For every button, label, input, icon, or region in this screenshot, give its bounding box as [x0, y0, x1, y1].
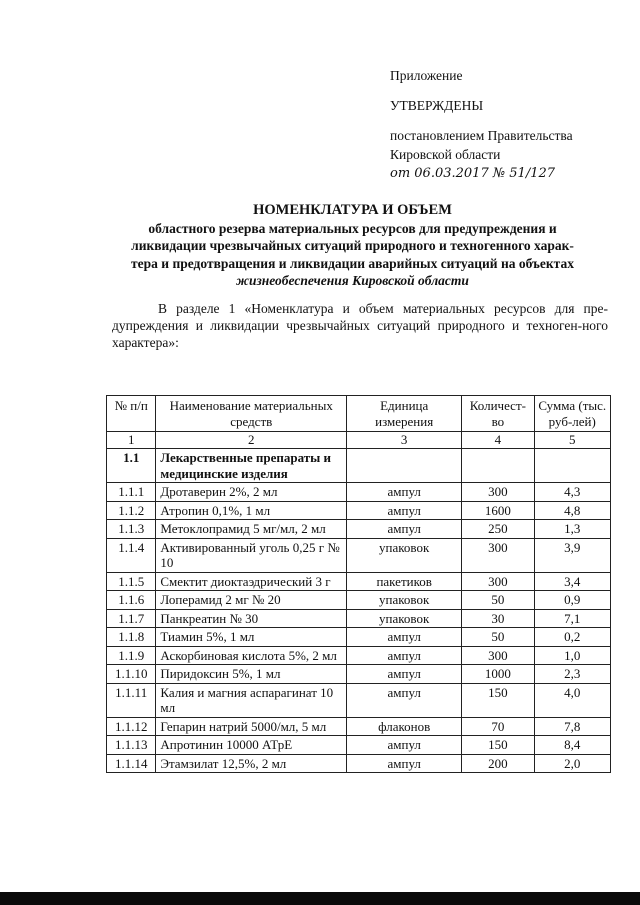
- row-qty: 50: [462, 628, 534, 647]
- column-index: 5: [534, 432, 611, 449]
- table-row: [107, 754, 611, 773]
- row-name: Метоклопрамид 5 мг/мл, 2 мл: [156, 520, 347, 539]
- row-num: 1.1.4: [107, 538, 156, 572]
- column-index: 4: [462, 432, 534, 449]
- row-num: 1.1.11: [107, 683, 156, 717]
- row-num: 1.1.7: [107, 609, 156, 628]
- row-num: 1.1.5: [107, 572, 156, 591]
- row-unit: ампул: [347, 665, 462, 684]
- row-sum: 4,0: [534, 683, 611, 717]
- row-qty: 300: [462, 483, 534, 502]
- title-line: жизнеобеспечения Кировской области: [236, 273, 469, 288]
- nomenclature-table: [106, 395, 611, 773]
- row-num: 1.1.8: [107, 628, 156, 647]
- table-row: [107, 646, 611, 665]
- row-name: Тиамин 5%, 1 мл: [156, 628, 347, 647]
- section-num: 1.1: [107, 449, 156, 483]
- row-sum: 0,2: [534, 628, 611, 647]
- row-sum: 3,9: [534, 538, 611, 572]
- title-line: ликвидации чрезвычайных ситуаций природного и техногенного харак-: [131, 238, 574, 253]
- row-num: 1.1.12: [107, 717, 156, 736]
- row-name: Смектит диоктаэдрический 3 г: [156, 572, 347, 591]
- row-qty: 1600: [462, 501, 534, 520]
- section-row: [107, 449, 611, 483]
- table-row: [107, 591, 611, 610]
- row-unit: ампул: [347, 628, 462, 647]
- row-qty: 50: [462, 591, 534, 610]
- row-num: 1.1.1: [107, 483, 156, 502]
- title-main: НОМЕНКЛАТУРА И ОБЪЕМ: [253, 202, 452, 218]
- column-index: 2: [156, 432, 347, 449]
- title-line: тера и предотвращения и ликвидации аварийных ситуаций на объектах: [131, 255, 574, 271]
- row-num: 1.1.9: [107, 646, 156, 665]
- row-name: Этамзилат 12,5%, 2 мл: [156, 754, 347, 773]
- row-sum: 7,8: [534, 717, 611, 736]
- row-sum: 3,4: [534, 572, 611, 591]
- row-unit: ампул: [347, 736, 462, 755]
- approval-block: [390, 66, 573, 183]
- row-sum: 2,3: [534, 665, 611, 684]
- row-sum: 1,0: [534, 646, 611, 665]
- row-qty: 300: [462, 572, 534, 591]
- row-num: 1.1.10: [107, 665, 156, 684]
- header-sum: Сумма (тыс. руб-лей): [534, 396, 611, 432]
- row-sum: 4,8: [534, 501, 611, 520]
- row-unit: упаковок: [347, 591, 462, 610]
- intro-paragraph: В разделе 1 «Номенклатура и объем материальных ресурсов для пре-дупреждения и ликвидации чрезвычайных ситуаций природного и техноген-ного характера»:: [112, 301, 608, 350]
- row-name: Активированный уголь 0,25 г № 10: [156, 538, 347, 572]
- row-unit: ампул: [347, 646, 462, 665]
- decree-date-number: от 06.03.2017 № 51/127: [390, 166, 556, 181]
- row-unit: пакетиков: [347, 572, 462, 591]
- row-sum: 8,4: [534, 736, 611, 755]
- header-name: Наименование материальных средств: [156, 396, 347, 432]
- table-row: [107, 609, 611, 628]
- row-name: Аскорбиновая кислота 5%, 2 мл: [156, 646, 347, 665]
- row-name: Лоперамид 2 мг № 20: [156, 591, 347, 610]
- column-index-row: [107, 432, 611, 449]
- row-name: Гепарин натрий 5000/мл, 5 мл: [156, 717, 347, 736]
- row-unit: ампул: [347, 501, 462, 520]
- header-qty: Количест-во: [462, 396, 534, 432]
- table-row: [107, 538, 611, 572]
- row-name: Дротаверин 2%, 2 мл: [156, 483, 347, 502]
- row-sum: 2,0: [534, 754, 611, 773]
- row-qty: 70: [462, 717, 534, 736]
- row-qty: 200: [462, 754, 534, 773]
- row-num: 1.1.13: [107, 736, 156, 755]
- row-unit: ампул: [347, 754, 462, 773]
- row-num: 1.1.2: [107, 501, 156, 520]
- row-num: 1.1.14: [107, 754, 156, 773]
- table-row: [107, 736, 611, 755]
- table-row: [107, 520, 611, 539]
- row-sum: 4,3: [534, 483, 611, 502]
- row-qty: 150: [462, 736, 534, 755]
- table-header-row: [107, 396, 611, 432]
- section-name: Лекарственные препараты и медицинские изделия: [156, 449, 347, 483]
- row-qty: 150: [462, 683, 534, 717]
- row-num: 1.1.6: [107, 591, 156, 610]
- header-num: № п/п: [107, 396, 156, 432]
- row-unit: ампул: [347, 683, 462, 717]
- row-name: Калия и магния аспарагинат 10 мл: [156, 683, 347, 717]
- document-title: [95, 202, 610, 290]
- row-name: Атропин 0,1%, 1 мл: [156, 501, 347, 520]
- row-qty: 30: [462, 609, 534, 628]
- row-unit: упаковок: [347, 609, 462, 628]
- row-qty: 250: [462, 520, 534, 539]
- table-row: [107, 628, 611, 647]
- approved-by-line2: Кировской области: [390, 147, 501, 162]
- row-name: Панкреатин № 30: [156, 609, 347, 628]
- header-unit: Единица измерения: [347, 396, 462, 432]
- appendix-label: Приложение: [390, 68, 463, 83]
- row-unit: флаконов: [347, 717, 462, 736]
- table-row: [107, 717, 611, 736]
- row-sum: 7,1: [534, 609, 611, 628]
- row-unit: ампул: [347, 520, 462, 539]
- table-row: [107, 483, 611, 502]
- scan-edge-bar: [0, 892, 640, 905]
- table-row: [107, 501, 611, 520]
- approved-label: УТВЕРЖДЕНЫ: [390, 98, 484, 113]
- row-qty: 300: [462, 646, 534, 665]
- title-line: областного резерва материальных ресурсов для предупреждения и: [148, 220, 557, 236]
- row-qty: 1000: [462, 665, 534, 684]
- row-sum: 1,3: [534, 520, 611, 539]
- table-row: [107, 572, 611, 591]
- row-sum: 0,9: [534, 591, 611, 610]
- row-unit: упаковок: [347, 538, 462, 572]
- row-name: Пиридоксин 5%, 1 мл: [156, 665, 347, 684]
- row-name: Апротинин 10000 АТрЕ: [156, 736, 347, 755]
- row-num: 1.1.3: [107, 520, 156, 539]
- table-row: [107, 683, 611, 717]
- column-index: 3: [347, 432, 462, 449]
- table-row: [107, 665, 611, 684]
- row-qty: 300: [462, 538, 534, 572]
- column-index: 1: [107, 432, 156, 449]
- approved-by-line1: постановлением Правительства: [390, 128, 573, 143]
- row-unit: ампул: [347, 483, 462, 502]
